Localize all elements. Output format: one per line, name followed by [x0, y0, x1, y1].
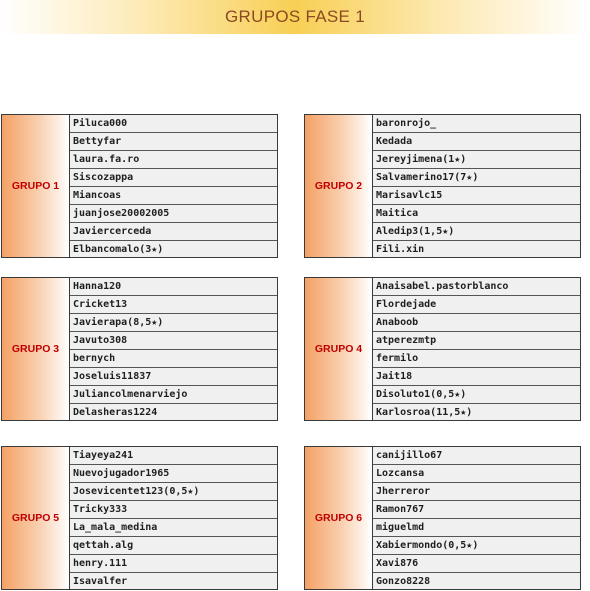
- player-row: Tiayeya241: [70, 447, 277, 465]
- player-row: juanjose20002005: [70, 205, 277, 223]
- group-label-cell: [2, 278, 70, 420]
- player-row: Isavalfer: [73, 576, 128, 587]
- player-row: Anaboob: [373, 314, 580, 332]
- player-list: [373, 115, 580, 257]
- player-row: Jait18: [373, 368, 580, 386]
- player-row: bernych: [70, 350, 277, 368]
- player-list: [70, 115, 277, 257]
- player-row: Karlosroa(11,5★): [376, 407, 473, 418]
- player-row: Siscozappa: [70, 169, 277, 187]
- player-row: atperezmtp: [373, 332, 580, 350]
- player-row: Fili.xin: [376, 244, 425, 255]
- player-row: Salvamerino17(7★): [373, 169, 580, 187]
- group-label-cell: [305, 115, 373, 257]
- group-table-6: [304, 446, 581, 590]
- player-row: Flordejade: [373, 296, 580, 314]
- player-row: Javiercerceda: [70, 223, 277, 241]
- player-row: Lozcansa: [373, 465, 580, 483]
- player-row: Jherreror: [373, 483, 580, 501]
- player-row: Anaisabel.pastorblanco: [373, 278, 580, 296]
- player-row: Hanna120: [70, 278, 277, 296]
- player-list: [70, 278, 277, 420]
- player-row: Elbancomalo(3★): [73, 244, 164, 255]
- player-row: Ramon767: [373, 501, 580, 519]
- group-label-cell: [305, 278, 373, 420]
- player-row: La_mala_medina: [70, 519, 277, 537]
- player-row: Javuto308: [70, 332, 277, 350]
- player-row: Josevicentet123(0,5★): [70, 483, 277, 501]
- group-table-1: [1, 114, 278, 258]
- player-row: baronrojo_: [373, 115, 580, 133]
- player-row: Aledip3(1,5★): [373, 223, 580, 241]
- player-row: fermilo: [373, 350, 580, 368]
- player-list: [373, 278, 580, 420]
- player-row: Bettyfar: [70, 133, 277, 151]
- player-row: Joseluis11837: [70, 368, 277, 386]
- group-label: GRUPO 2: [314, 180, 363, 192]
- player-row: Kedada: [373, 133, 580, 151]
- group-label-cell: [2, 447, 70, 589]
- group-label: GRUPO 5: [11, 512, 60, 524]
- player-row: Javierapa(8,5★): [70, 314, 277, 332]
- player-row: Tricky333: [70, 501, 277, 519]
- group-table-3: [1, 277, 278, 421]
- player-row: Nuevojugador1965: [70, 465, 277, 483]
- player-row: Gonzo8228: [376, 576, 431, 587]
- player-row: laura.fa.ro: [70, 151, 277, 169]
- group-table-2: [304, 114, 581, 258]
- player-list: [373, 447, 580, 589]
- group-label-cell: [305, 447, 373, 589]
- group-label: GRUPO 3: [11, 343, 60, 355]
- group-label-cell: [2, 115, 70, 257]
- player-row: Cricket13: [70, 296, 277, 314]
- group-label: GRUPO 4: [314, 343, 363, 355]
- player-row: Marisavlc15: [373, 187, 580, 205]
- page-title: GRUPOS FASE 1: [225, 7, 365, 26]
- player-row: Delasheras1224: [73, 407, 158, 418]
- group-label: GRUPO 6: [314, 512, 363, 524]
- player-row: Jereyjimena(1★): [373, 151, 580, 169]
- player-row: Disoluto1(0,5★): [373, 386, 580, 404]
- player-row: henry.111: [70, 555, 277, 573]
- player-row: Miancoas: [70, 187, 277, 205]
- player-row: qettah.alg: [70, 537, 277, 555]
- title-banner: [0, 0, 590, 34]
- group-table-4: [304, 277, 581, 421]
- player-row: canijillo67: [373, 447, 580, 465]
- player-row: miguelmd: [373, 519, 580, 537]
- player-row: Xavi876: [373, 555, 580, 573]
- player-row: Maitica: [373, 205, 580, 223]
- player-row: Juliancolmenarviejo: [70, 386, 277, 404]
- player-row: Xabiermondo(0,5★): [373, 537, 580, 555]
- group-table-5: [1, 446, 278, 590]
- player-row: Piluca000: [70, 115, 277, 133]
- group-label: GRUPO 1: [11, 180, 60, 192]
- player-list: [70, 447, 277, 589]
